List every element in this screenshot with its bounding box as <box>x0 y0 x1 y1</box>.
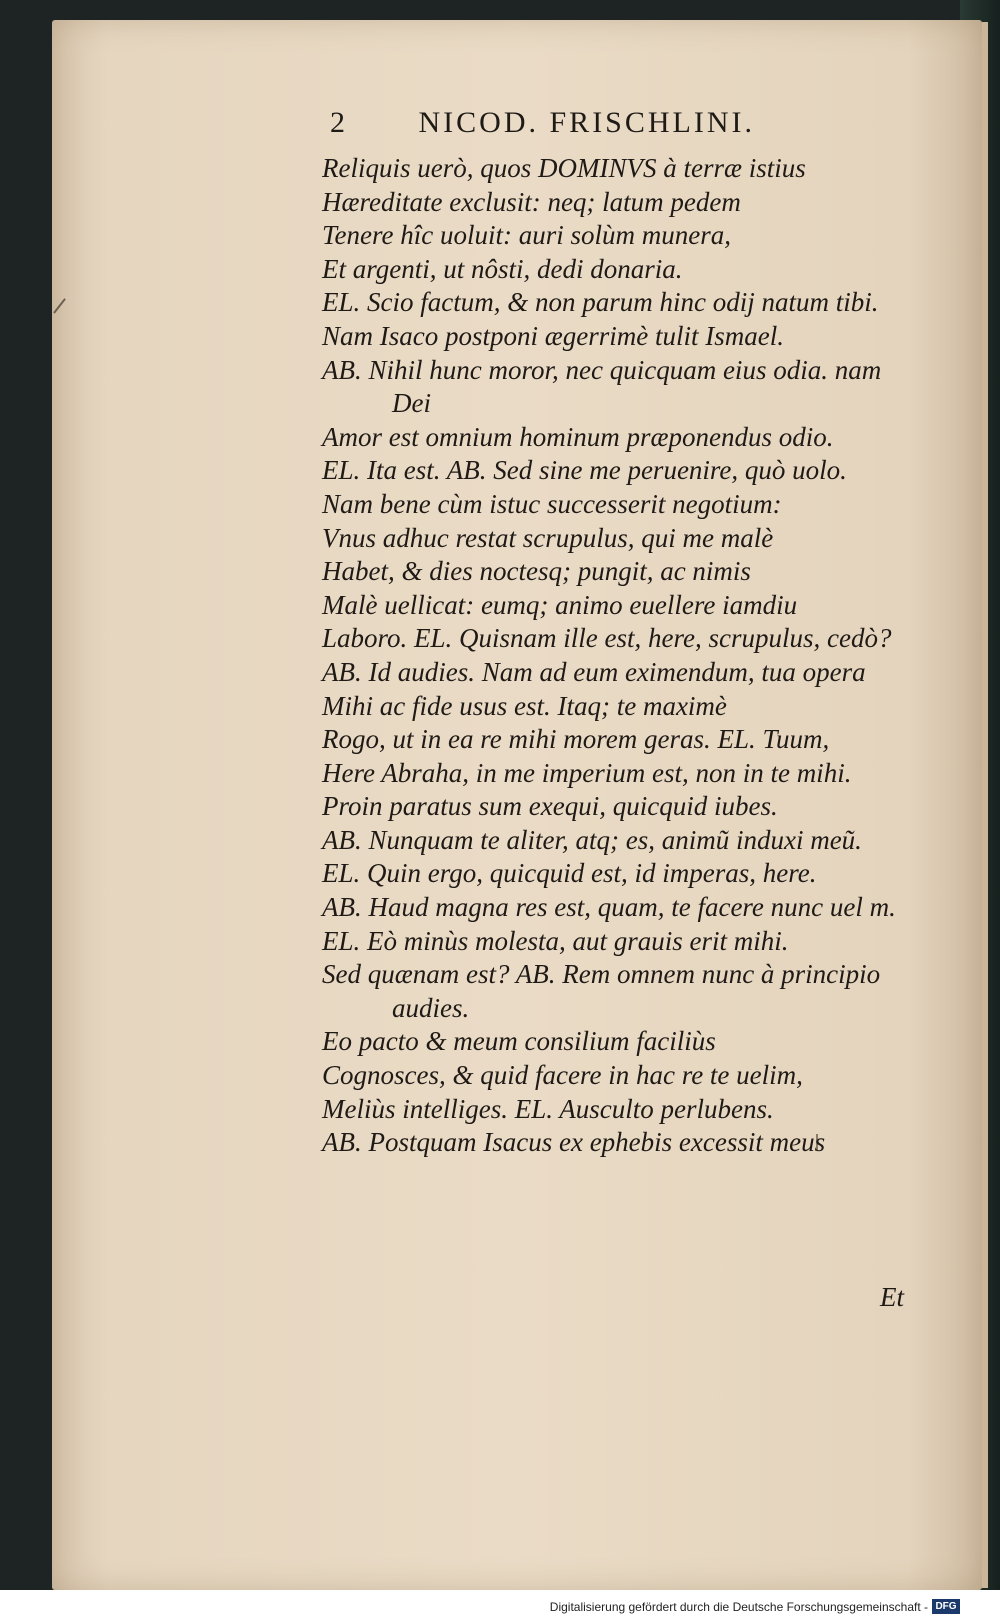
verse-line: Et argenti, ut nôsti, dedi donaria. <box>322 253 683 284</box>
page-fore-edge <box>982 22 988 1588</box>
verse-line: Cognosces, & quid facere in hac re te uelim, <box>322 1060 803 1091</box>
verse-line: Eo pacto & meum consilium faciliùs <box>322 1026 716 1057</box>
verse-line: EL. Quin ergo, quicquid est, id imperas, here. <box>322 858 817 889</box>
running-head <box>330 106 930 150</box>
verse-line: Here Abraha, in me imperium est, non in te mihi. <box>322 757 852 788</box>
verse-line: AB. Haud magna res est, quam, te facere nunc uel m. <box>322 892 896 923</box>
verse-line: Laboro. EL. Quisnam ille est, here, scrupulus, cedò? <box>322 623 892 654</box>
verse-line: Mihi ac fide usus est. Itaq; te maximè <box>322 690 727 721</box>
verse-line: AB. Id audies. Nam ad eum eximendum, tua opera <box>322 656 866 687</box>
digitization-footer <box>0 1590 1000 1624</box>
verse-line: AB. Nihil hunc moror, nec quicquam eius odia. nam <box>322 354 882 385</box>
running-head-title: NICOD. FRISCHLINI. <box>418 106 756 139</box>
verse-line: EL. Eò minùs molesta, aut grauis erit mihi. <box>322 925 789 956</box>
page-number: 2 <box>330 106 348 139</box>
verse-line: Meliùs intelliges. EL. Ausculto perlubens. <box>322 1093 774 1124</box>
verse-line: Nam bene cùm istuc successerit negotium: <box>322 488 782 519</box>
verse-line-continuation: Dei <box>392 388 431 419</box>
verse-line: Amor est omnium hominum præponendus odio. <box>322 421 834 452</box>
verse-line: Proin paratus sum exequi, quicquid iubes. <box>322 791 778 822</box>
verse-line: Tenere hîc uoluit: auri solùm munera, <box>322 220 731 251</box>
verse-line: Vnus adhuc restat scrupulus, qui me malè <box>322 522 774 553</box>
verse-line: Malè uellicat: eumq; animo euellere iamdiu <box>322 589 798 620</box>
verse-line: AB. Nunquam te aliter, atq; es, animũ induxi meũ. <box>322 824 862 855</box>
verse-text-block <box>322 152 942 1160</box>
funding-credit: Digitalisierung gefördert durch die Deutsche Forschungsgemeinschaft - <box>549 1600 928 1614</box>
verse-line: Sed quænam est? AB. Rem omnem nunc à principio <box>322 959 881 990</box>
verse-line: Hæreditate exclusit: neq; latum pedem <box>322 186 741 217</box>
verse-line: EL. Scio factum, & non parum hinc odij natum tibi. <box>322 287 879 318</box>
catchword: Et <box>880 1282 904 1312</box>
verse-line: Nam Isaco postponi ægerrimè tulit Ismael. <box>322 320 784 351</box>
verse-line: Rogo, ut in ea re mihi morem geras. EL. Tuum, <box>322 724 830 755</box>
verse-line: EL. Ita est. AB. Sed sine me peruenire, quò uolo. <box>322 455 847 486</box>
dfg-logo: DFG <box>932 1599 960 1614</box>
verse-line: Habet, & dies noctesq; pungit, ac nimis <box>322 556 751 587</box>
verse-line: Reliquis uerò, quos DOMINVS à terræ istius <box>322 153 806 183</box>
verse-line-continuation: audies. <box>392 992 470 1023</box>
verse-line: AB. Postquam Isacus ex ephebis excessit meus <box>322 1127 826 1158</box>
